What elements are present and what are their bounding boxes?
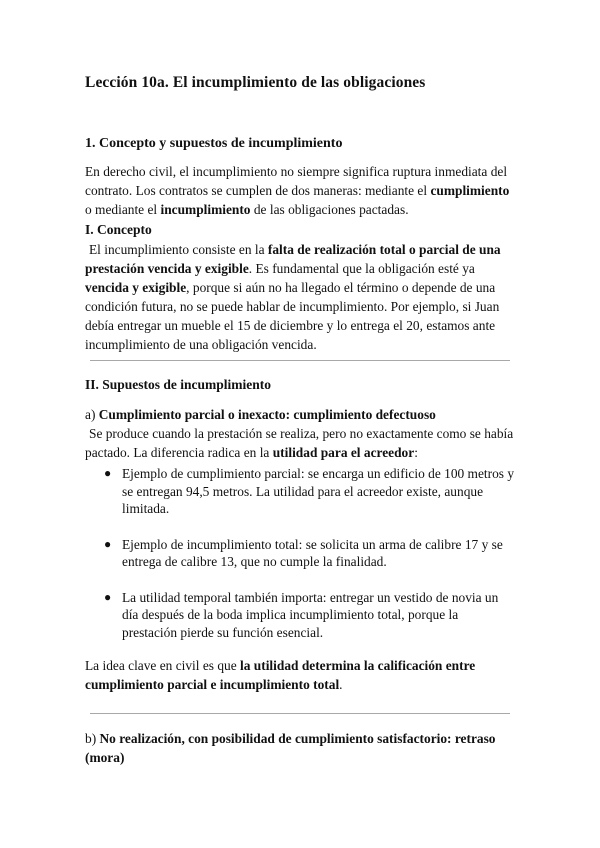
examples-list — [85, 465, 515, 641]
intro-text: En derecho civil, el incumplimiento no siempre significa ruptura inmediata del contrato. Los contratos se cumplen de dos maneras: mediante el — [85, 164, 508, 198]
document-title: Lección 10a. El incumplimiento de las obligaciones — [85, 74, 426, 91]
concepto-text-2: . Es fundamental que la obligación esté ya — [248, 261, 475, 276]
key-idea-bold: la utilidad determina la calificación entre cumplimiento parcial e incumplimiento total — [85, 658, 476, 692]
concepto-paragraph — [85, 240, 515, 354]
supuesto-a-bold-utilidad: utilidad para el acreedor — [272, 445, 415, 460]
divider — [90, 360, 510, 361]
key-idea-period: . — [339, 677, 343, 692]
concepto-bold-definition: falta de realización total o parcial de una prestación vencida y exigible — [85, 242, 501, 276]
list-item-text: Ejemplo de cumplimiento parcial: se encarga un edificio de 100 metros y se entregan 94,5 metros. La utilidad para el acreedor existe, aunque limitada. — [122, 466, 515, 516]
bullet-icon: ● — [104, 589, 112, 604]
supuestos-heading: II. Supuestos de incumplimiento — [85, 377, 272, 392]
list-item-text: Ejemplo de incumplimiento total: se solicita un arma de calibre 17 y se entrega de calibre 13, que no cumple la finalidad. — [122, 536, 503, 569]
divider — [90, 713, 510, 714]
supuesto-b-paragraph — [85, 729, 515, 767]
section-heading-concepto-supuestos: 1. Concepto y supuestos de incumplimiento — [85, 136, 343, 151]
bullet-icon: ● — [104, 536, 112, 551]
supuesto-a-colon: : — [414, 445, 418, 460]
list-item — [85, 589, 515, 642]
key-idea-paragraph — [85, 656, 515, 694]
list-item — [85, 536, 515, 571]
concepto-bold-vencida: vencida y exigible — [85, 280, 187, 295]
bullet-icon: ● — [104, 466, 112, 480]
list-item — [85, 465, 515, 518]
intro-bold-incumplimiento: incumplimiento — [160, 202, 251, 217]
concepto-heading: I. Concepto — [85, 222, 152, 237]
supuesto-a-prefix: a) — [85, 407, 99, 422]
key-idea-text: La idea clave en civil es que — [85, 658, 241, 673]
supuesto-a-text: Se produce cuando la prestación se realiza, pero no exactamente como se había pactado. La diferencia radica en la — [85, 426, 514, 460]
concepto-text: El incumplimiento consiste en la — [89, 242, 268, 257]
supuesto-a-paragraph — [85, 405, 515, 462]
intro-text-3: de las obligaciones pactadas. — [250, 202, 409, 217]
intro-text-2: o mediante el — [85, 202, 161, 217]
intro-bold-cumplimiento: cumplimiento — [430, 183, 510, 198]
concepto-text-3: , porque si aún no ha llegado el término o depende de una condición futura, no se puede hablar de incumplimiento. Por ejemplo, si Juan debía entregar un mueble el 15 de diciembre y lo entrega el 20, estamos ante incumplimiento de una obligación vencida. — [85, 280, 500, 352]
supuesto-b-title: No realización, con posibilidad de cumplimiento satisfactorio: retraso (mora) — [85, 731, 496, 765]
supuesto-b-prefix: b) — [85, 731, 100, 746]
list-item-text: La utilidad temporal también importa: entregar un vestido de novia un día después de la boda implica incumplimiento total, porque la prestación pierde su función esencial. — [122, 589, 499, 640]
intro-paragraph — [85, 162, 515, 219]
supuesto-a-title: Cumplimiento parcial o inexacto: cumplimiento defectuoso — [98, 407, 436, 422]
